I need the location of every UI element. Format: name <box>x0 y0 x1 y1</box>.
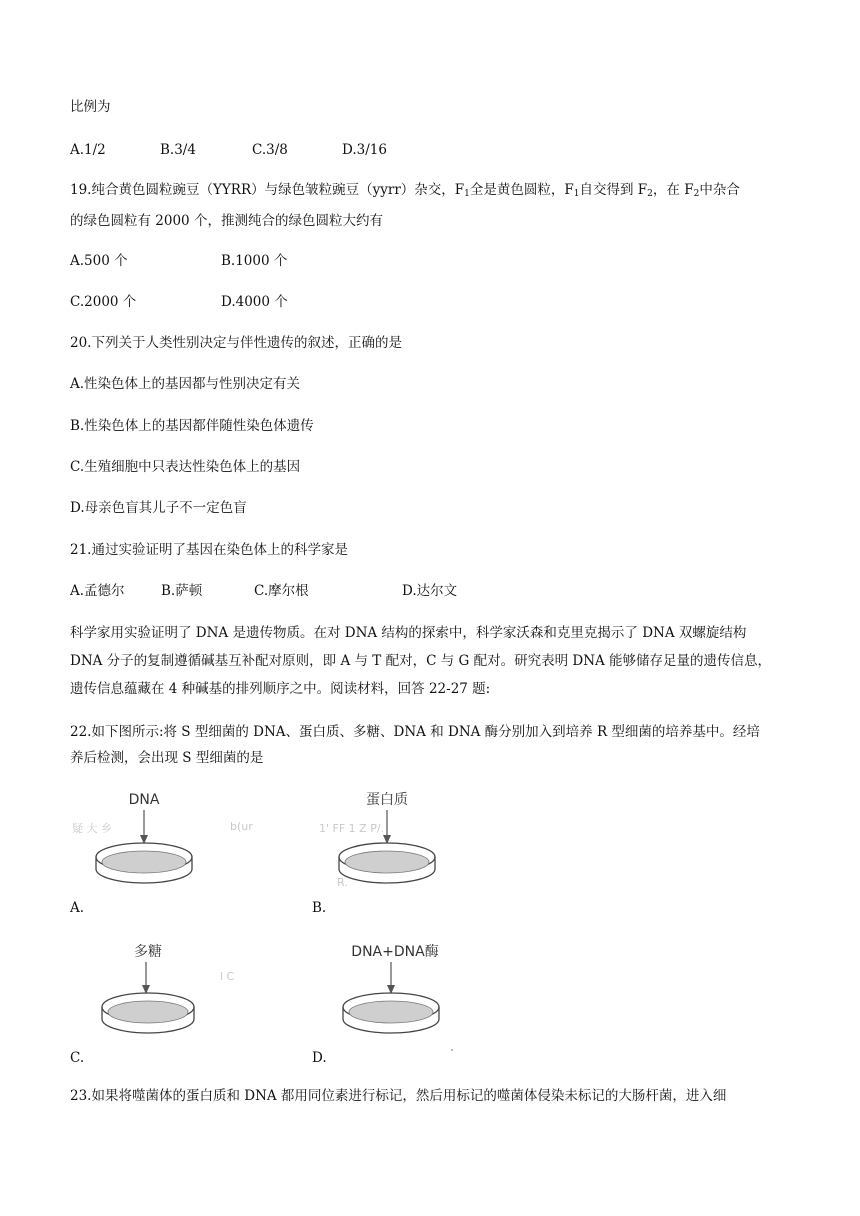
q22-figure-c-letter: C. <box>70 1050 85 1066</box>
q19-stem-line2: 的绿色圆粒有 2000 个，推测纯合的绿色圆粒大约有 <box>70 213 383 229</box>
bleed-through-text: R. <box>337 876 348 889</box>
q18-stem-continuation: 比例为 <box>70 99 111 115</box>
q21-option-c: C.摩尔根 <box>254 583 309 599</box>
q19-option-c: C.2000 个 <box>70 294 137 310</box>
q21-option-a: A.孟德尔 <box>70 583 125 599</box>
petri-dish-figure-b <box>315 780 515 915</box>
bleed-through-text: l C <box>220 970 235 983</box>
material-line3: 遗传信息蕴藏在 4 种碱基的排列顺序之中。阅读材料，回答 22-27 题: <box>70 681 491 697</box>
q22-stem-line2: 养后检测，会出现 S 型细菌的是 <box>70 750 264 766</box>
q22-figure-b-letter: B. <box>312 900 327 916</box>
q23-stem-line1: 23.如果将噬菌体的蛋白质和 DNA 都用同位素进行标记，然后用标记的噬菌体侵染未标记的大肠杆菌，进入细 <box>70 1088 727 1104</box>
bleed-through-text: 疑 大 乡 <box>72 822 112 835</box>
q18-option-d: D.3/16 <box>342 142 387 158</box>
q19-stem-line1: 19.纯合黄色圆粒豌豆（YYRR）与绿色皱粒豌豆（yyrr）杂交，$F_1$全是黄色圆粒，$F_1$自交得到 $F_2$，在 $F_2$中杂合 <box>70 182 740 199</box>
q21-option-d: D.达尔文 <box>402 583 458 599</box>
q20-option-b: B.性染色体上的基因都伴随性染色体遗传 <box>70 418 314 434</box>
dish-label: DNA <box>128 792 160 808</box>
q22-figure-d-letter: D. <box>312 1050 327 1066</box>
q18-option-b: B.3/4 <box>160 142 196 158</box>
bleed-through-text: b(ur <box>230 820 253 833</box>
material-line1: 科学家用实验证明了 DNA 是遗传物质。在对 DNA 结构的探索中，科学家沃森和克里克揭示了 DNA 双螺旋结构 <box>70 625 747 641</box>
petri-dish-figure-c <box>70 938 270 1056</box>
q18-option-c: C.3/8 <box>252 142 288 158</box>
material-line2: DNA 分子的复制遵循碱基互补配对原则，即 A 与 T 配对，C 与 G 配对。研究表明 DNA 能够储存足量的遗传信息， <box>70 653 772 669</box>
dish-label: 蛋白质 <box>366 792 408 808</box>
q19-option-b: B.1000 个 <box>221 253 288 269</box>
petri-dish-figure-d <box>315 938 515 1056</box>
q19-option-a: A.500 个 <box>70 253 128 269</box>
bleed-through-text: 1' FF 1 Z P/. <box>319 822 385 835</box>
q19-option-d: D.4000 个 <box>221 294 288 310</box>
q20-option-a: A.性染色体上的基因都与性别决定有关 <box>70 376 301 392</box>
q18-option-a: A.1/2 <box>70 142 106 158</box>
q20-option-d: D.母亲色盲其儿子不一定色盲 <box>70 500 247 516</box>
petri-dish-figure-a <box>70 780 270 915</box>
q21-stem: 21.通过实验证明了基因在染色体上的科学家是 <box>70 542 348 558</box>
dish-label: DNA+DNA酶 <box>351 944 439 960</box>
q22-figure-a-letter: A. <box>70 900 85 916</box>
dish-label: 多糖 <box>134 944 162 960</box>
q20-stem: 20.下列关于人类性别决定与伴性遗传的叙述，正确的是 <box>70 335 402 351</box>
q22-stem-line1: 22.如下图所示:将 S 型细菌的 DNA、蛋白质、多糖、DNA 和 DNA 酶分别加入到培养 R 型细菌的培养基中。经培 <box>70 724 760 740</box>
q21-option-b: B.萨顿 <box>161 583 203 599</box>
q20-option-c: C.生殖细胞中只表达性染色体上的基因 <box>70 459 301 475</box>
